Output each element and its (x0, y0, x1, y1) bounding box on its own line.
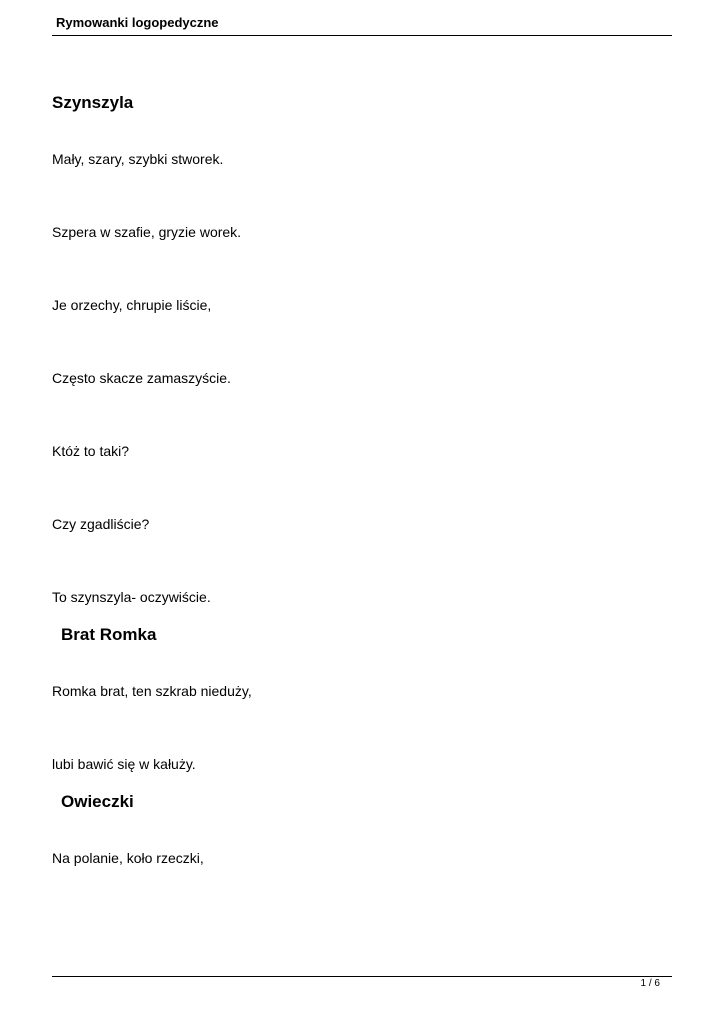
poem-line: Mały, szary, szybki stworek. (52, 151, 224, 167)
poem-line: lubi bawić się w kałuży. (52, 756, 196, 772)
poem-line: Czy zgadliście? (52, 516, 150, 532)
poem-line: Je orzechy, chrupie liście, (52, 297, 212, 313)
section-heading-owieczki: Owieczki (61, 792, 134, 811)
section-heading-szynszyla: Szynszyla (52, 93, 134, 112)
poem-line: To szynszyla- oczywiście. (52, 589, 211, 605)
poem-line: Na polanie, koło rzeczki, (52, 850, 204, 866)
page-number: 1 / 6 (640, 978, 660, 989)
poem-line: Któż to taki? (52, 443, 130, 459)
document-title: Rymowanki logopedyczne (56, 15, 219, 30)
footer-divider (52, 976, 672, 977)
header-divider (52, 35, 672, 36)
poem-line: Romka brat, ten szkrab nieduży, (52, 683, 252, 699)
poem-line: Szpera w szafie, gryzie worek. (52, 224, 242, 240)
section-heading-brat-romka: Brat Romka (61, 625, 157, 644)
poem-line: Często skacze zamaszyście. (52, 370, 231, 386)
